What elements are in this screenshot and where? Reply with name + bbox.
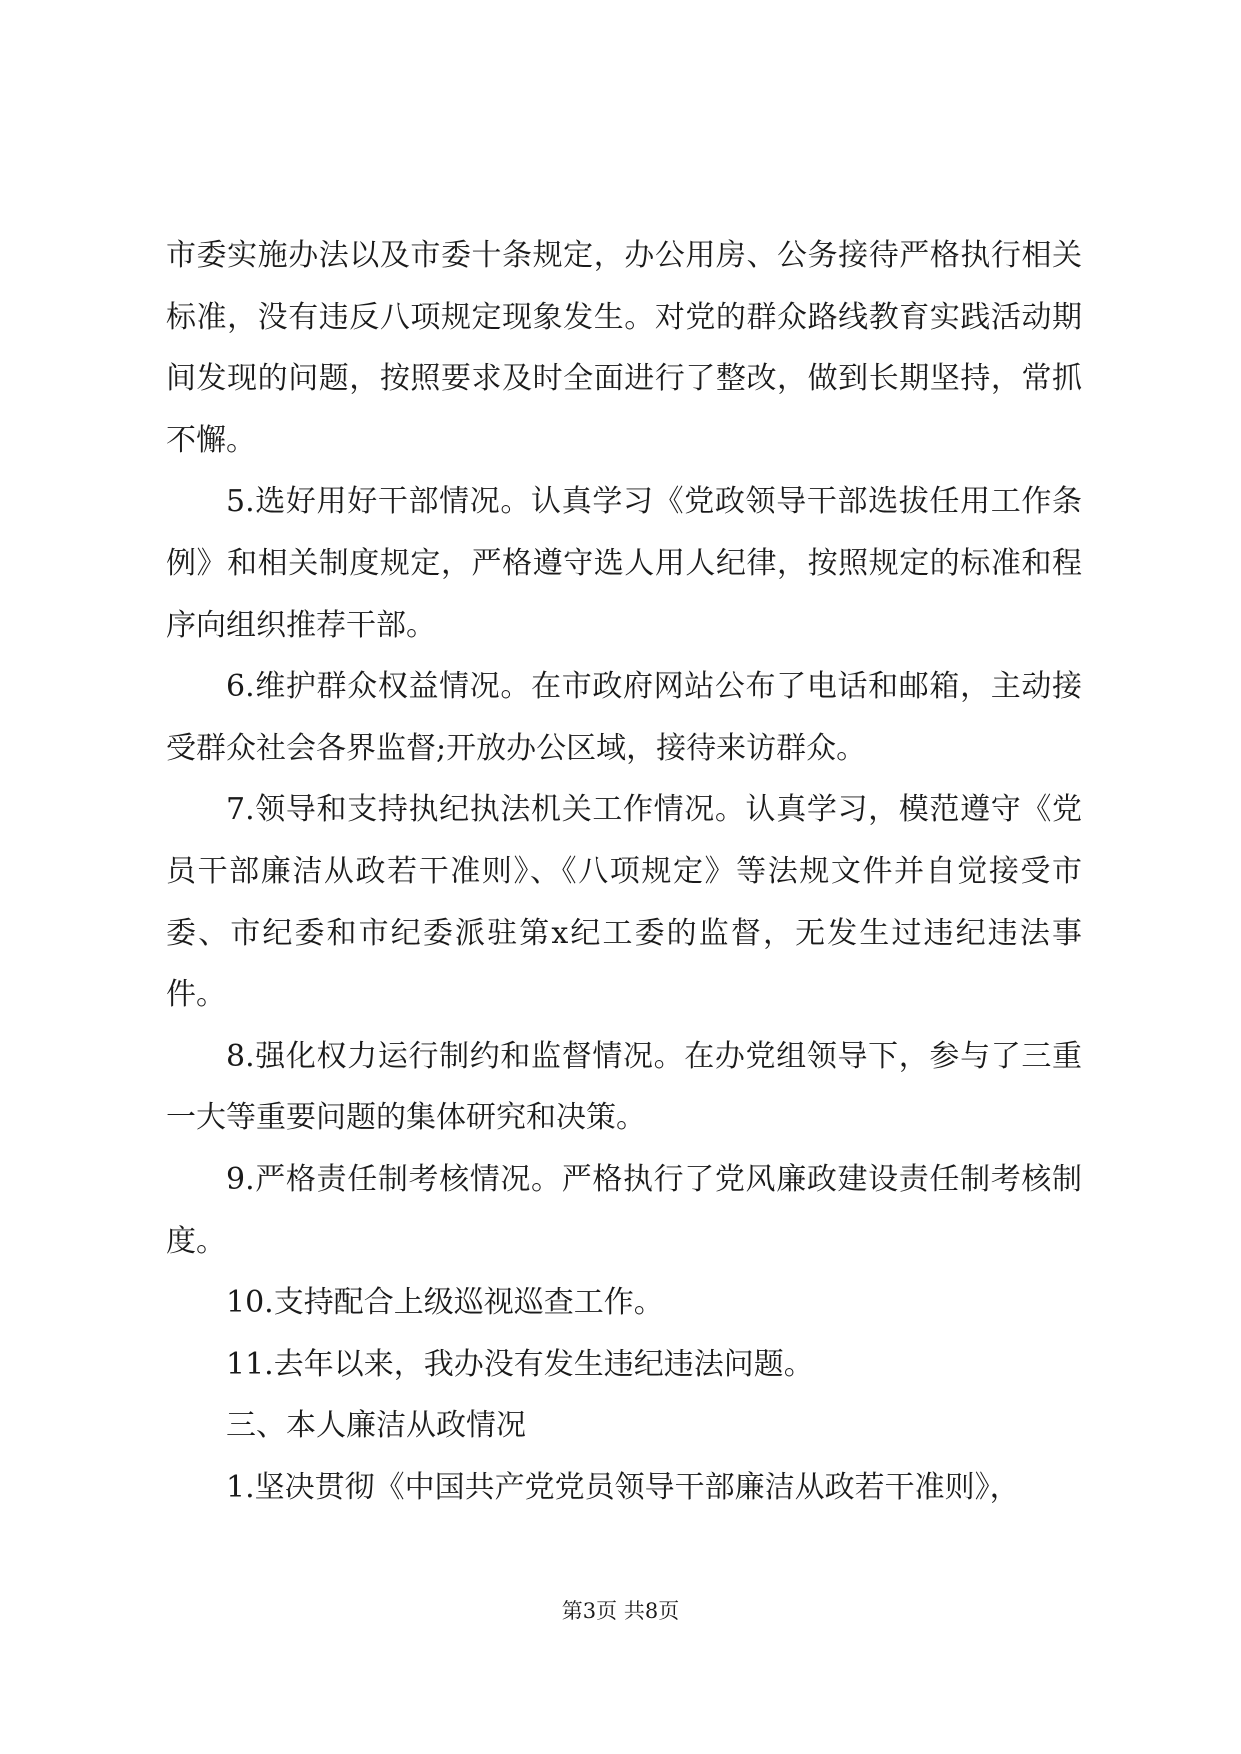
paragraph-item-10: 10.支持配合上级巡视巡查工作。 [226,1285,664,1321]
paragraph-item-11: 11.去年以来，我办没有发生违纪违法问题。 [226,1346,814,1382]
paragraph-item-6: 6.维护群众权益情况。在市政府网站公布了电话和邮箱，主动接受群众社会各界监督;开放办公区域，接待来访群众。 [166,669,1082,766]
paragraph-section3-item-1: 1.坚决贯彻《中国共产党党员领导干部廉洁从政若干准则》， [226,1469,1020,1505]
document-body [166,225,1082,1518]
paragraph-item-9: 9.严格责任制考核情况。严格执行了党风廉政建设责任制考核制度。 [166,1161,1082,1259]
paragraph-item-7: 7.领导和支持执纪执法机关工作情况。认真学习，模范遵守《党员干部廉洁从政若干准则》、《八项规定》等法规文件并自觉接受市委、市纪委和市纪委派驻第x纪工委的监督，无发生过违纪违法事件。 [166,792,1082,1013]
paragraph-continuation: 市委实施办法以及市委十条规定，办公用房、公务接待严格执行相关标准，没有违反八项规定现象发生。对党的群众路线教育实践活动期间发现的问题，按照要求及时全面进行了整改，做到长期坚持，常抓不懈。 [166,238,1082,458]
paragraph-item-5: 5.选好用好干部情况。认真学习《党政领导干部选拔任用工作条例》和相关制度规定，严格遵守选人用人纪律，按照规定的标准和程序向组织推荐干部。 [166,484,1082,643]
section-heading-3: 三、本人廉洁从政情况 [226,1408,526,1444]
page-number-footer: 第3页 共8页 [561,1599,680,1623]
paragraph-item-8: 8.强化权力运行制约和监督情况。在办党组领导下，参与了三重一大等重要问题的集体研究和决策。 [166,1038,1082,1136]
